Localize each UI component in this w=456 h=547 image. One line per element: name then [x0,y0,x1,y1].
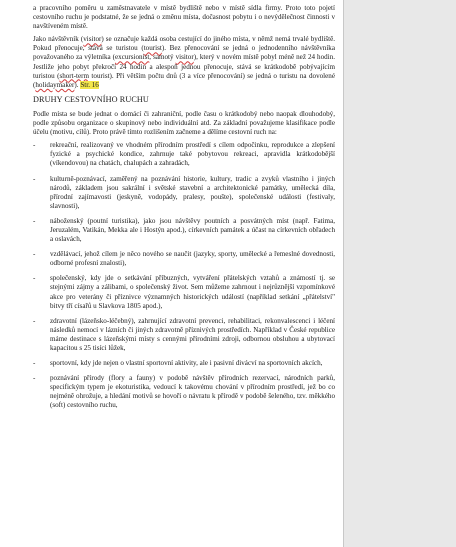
text-fragment: ) se označuje každá osoba cestující do jiného místa, v němž nemá trvalé bydliště. Pokud přenocuje, stává se turistou ( [33,35,335,53]
list-bullet: - [33,274,36,283]
text-fragment: tourist). Při větším počtu dnů (3 a více přenocování) se jedná o turistu na dovolené ( [33,71,335,89]
list-bullet: - [33,359,36,368]
list-item-text: zdravotní (lázeňsko-léčebný), zahrnující zdravotní prevenci, rehabilitaci, rekonvalescenci i léčení následků nemocí v lázních či jiných zdravotně příznivých prostředích. Například v České republice máme destinace s lázeňskými místy s cennými přírodními zdroji, odbornou obsluhou a ubytovací kapacitou s 25 tisíci lůžek, [50,316,335,352]
spellcheck-word: visitor [175,53,194,62]
side-panel-background [343,0,456,547]
text-fragment: Jako návštěvník ( [33,35,84,44]
spellcheck-word: short-term [59,71,90,80]
spellcheck-word: visitor [83,35,102,44]
list-bullet: - [33,316,36,325]
list-item [33,217,335,244]
list-item [33,250,335,268]
list-bullet: - [33,174,36,183]
list-bullet: - [33,374,36,383]
list-item-text: náboženský (poutní turistika), jako jsou návštěvy poutních a posvátných míst (např. Fatima, Jeruzalém, Vatikán, Mekka ale i Hostýn apod.), církevních památek a účast na církevních obřadech a oslavách, [50,216,335,244]
list-item-text: poznávání přírody (flory a fauny) v podobě návštěv přírodních rezervací, národních parků, specifickým typem je ekoturistika, vedoucí k takovému chování v přírodním prostředí, jež bo co nejméně ohrožuje, a hledání motivů se hovoří o návratu k přírodě v podobě šeleného, tzv. měkkého (soft) cestovního ruchu, [50,374,335,410]
text-fragment: ). Bez přenocování se jedná o jednodenního návštěvníka považovaného za výletníka ( [33,44,336,62]
list-item [33,374,335,410]
list-item-text: kulturně-poznávací, zaměřený na poznávání historie, kultury, tradic a zvyků vlastního i jiných národů, základem jsou sakrální i světské stavební a architektonické památky, umělecká díla, přírodní zajímavosti (jeskyně, vodopády, pralesy, poušte), společenské události (festivaly, slavnosti), [50,174,335,210]
text-fragment: , samotý [149,53,176,62]
list-item-text: rekreační, realizovaný ve vhodném přírodním prostředí s cílem odpočinku, reprodukce a zlepšení fyzické a psychické kondice, zahrnuje také pobytovou rekreaci, apravidla krátkodobější (víkendovou) na chatách, chalupách a zahradách, [50,141,335,168]
list-item-text: společenský, kdy jde o setkávání příbuzných, vytváření přátelských vztahů a známostí tj. se stejnými zájmy a zálibami, o společenský život. Sem můžeme zahrnout i nejrůznější vzpomínkové akce pro veterány či příznivce významných historických událostí (například setkání „přátelství" bitvy tří císařů u Slavkova 1805 apod.), [50,274,335,310]
spellcheck-word: excursionist [115,53,150,62]
paragraph-visitor-definition [33,35,335,90]
paragraph-intro-continuation: a pracovního poměru u zaměstnavatele v místě bydliště nebo v místě sídla firmy. Proto toto pojetí cestovního ruchu je podstatné, že se jedná o změnu místa, dočasnost pobytu i o nevýdělečnost činnosti v navštíveném místě. [33,4,335,31]
tourism-types-list [33,141,335,410]
list-item [33,359,335,368]
spellcheck-word: tourist [143,44,162,53]
text-fragment: ), který v novém místě pobyl méně než 24 hodin. Jestliže jeho pobyt překročí 24 hodin a alespoň jednou přenocuje, stává se krátkodobě pobývajícím turistou ( [33,53,335,80]
document-body [33,4,335,417]
text-fragment: ). [74,80,79,89]
list-bullet: - [33,250,36,259]
list-bullet: - [33,216,36,225]
list-item [33,175,335,211]
spellcheck-word: holidaymaker [35,80,75,89]
list-bullet: - [33,141,36,150]
list-item [33,141,335,168]
paragraph-classification-intro: Podle místa se bude jednat o domácí či zahraniční, podle času o krátkodobý nebo naopak dlouhodobý, podle způsobu organizace o skupinový nebo individuální atd. Za základní považujeme klasifikace podle účelu (motivu, cílů). Proto právě tímto rozlišením začneme a dělíme cestovní ruch na: [33,109,335,137]
list-item [33,317,335,353]
list-item [33,274,335,310]
highlighted-page-reference: Str. 16 [80,80,99,89]
list-item-text: sportovní, kdy jde nejen o vlastní sportovní aktivity, ale i pasivní divácví na sportovních akcích, [50,359,323,368]
section-heading: DRUHY CESTOVNÍHO RUCHU [33,94,149,104]
list-item-text: vzdělávací, jehož cílem je něco nového se naučit (jazyky, sporty, umělecké a řemeslné dovednosti, odborné profesní znalosti), [50,250,335,268]
